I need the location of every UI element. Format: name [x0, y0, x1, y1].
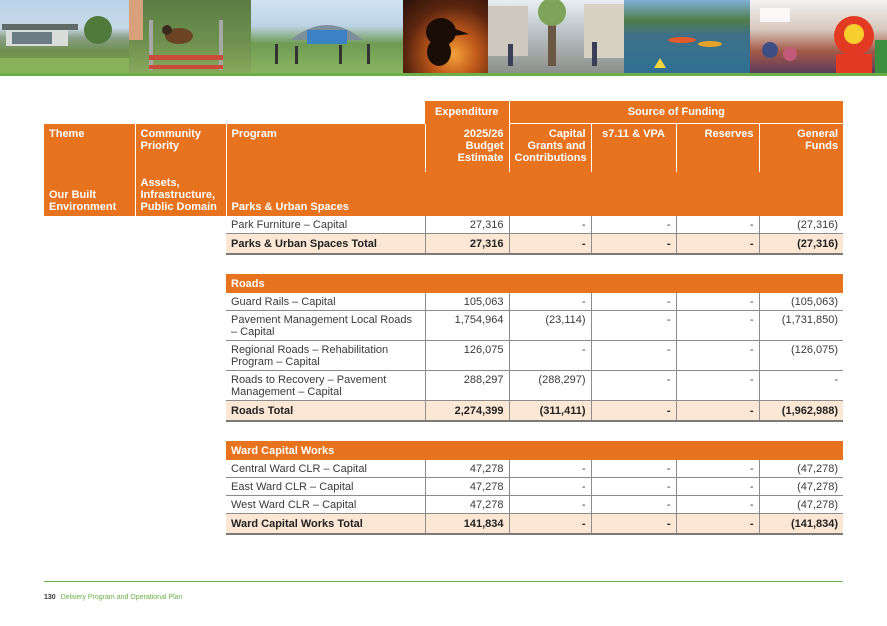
program-cell: Guard Rails – Capital [226, 293, 425, 311]
total-capital: - [509, 514, 591, 535]
capital-cell: - [509, 460, 591, 478]
table-row [44, 341, 843, 371]
general-funds-cell: (47,278) [759, 478, 843, 496]
theme-cell: Our Built Environment [44, 172, 135, 216]
program-cell: Roads to Recovery – Pavement Management – Capital [226, 371, 425, 401]
photo-banner [0, 0, 887, 73]
general-funds-cell: (47,278) [759, 496, 843, 514]
budget-cell: 47,278 [425, 496, 509, 514]
capital-cell: - [509, 496, 591, 514]
s711-cell: - [591, 478, 676, 496]
total-capital: - [509, 234, 591, 255]
s711-cell: - [591, 293, 676, 311]
table-row [44, 371, 843, 401]
reserves-cell: - [676, 216, 759, 234]
total-budget: 2,274,399 [425, 401, 509, 422]
total-label: Ward Capital Works Total [226, 514, 425, 535]
program-cell: Park Furniture – Capital [226, 216, 425, 234]
footer-divider [44, 581, 843, 582]
lunar-festival-photo [750, 0, 887, 73]
roads-section-title: Roads [226, 274, 843, 293]
total-budget: 141,834 [425, 514, 509, 535]
table-row [44, 216, 843, 234]
parks-total-row [44, 234, 843, 255]
s711-cell: - [591, 460, 676, 478]
budget-cell: 1,754,964 [425, 311, 509, 341]
kayaking-photo [624, 0, 750, 73]
parks-rows [44, 216, 843, 234]
budget-table [44, 101, 843, 535]
kookaburra-sunset-photo [403, 0, 488, 73]
document-title: Delivery Program and Operational Plan [60, 594, 183, 601]
general-funds-header: General Funds [759, 124, 843, 173]
total-general: (1,962,988) [759, 401, 843, 422]
roads-total-row [44, 401, 843, 422]
page-number: 130 [44, 594, 56, 601]
budget-estimate-header: 2025/26 Budget Estimate [425, 124, 509, 173]
column-header-row [44, 124, 843, 173]
source-of-funding-header: Source of Funding [509, 101, 843, 124]
total-reserves: - [676, 401, 759, 422]
reserves-header: Reserves [676, 124, 759, 173]
capital-cell: - [509, 478, 591, 496]
reserves-cell: - [676, 371, 759, 401]
capital-cell: (288,297) [509, 371, 591, 401]
total-capital: (311,411) [509, 401, 591, 422]
header-top-row [44, 101, 843, 124]
total-label: Parks & Urban Spaces Total [226, 234, 425, 255]
general-funds-cell: - [759, 371, 843, 401]
expenditure-header: Expenditure [425, 101, 509, 124]
dog-agility-photo [129, 0, 251, 73]
general-funds-cell: (1,731,850) [759, 311, 843, 341]
ward-section-row [44, 441, 843, 460]
capital-cell: - [509, 293, 591, 311]
community-priority-header: Community Priority [135, 124, 226, 173]
reserves-cell: - [676, 311, 759, 341]
capital-cell: (23,114) [509, 311, 591, 341]
parks-section-title: Parks & Urban Spaces [226, 172, 843, 216]
outdoor-fitness-photo [251, 0, 403, 73]
reserves-cell: - [676, 341, 759, 371]
general-funds-cell: (105,063) [759, 293, 843, 311]
theme-row [44, 172, 843, 216]
ward-section-title: Ward Capital Works [226, 441, 843, 460]
budget-cell: 27,316 [425, 216, 509, 234]
reserves-cell: - [676, 496, 759, 514]
s711-cell: - [591, 216, 676, 234]
s711-cell: - [591, 341, 676, 371]
total-budget: 27,316 [425, 234, 509, 255]
program-cell: Central Ward CLR – Capital [226, 460, 425, 478]
budget-cell: 47,278 [425, 460, 509, 478]
banner-divider [0, 73, 887, 76]
program-cell: Regional Roads – Rehabilitation Program – Capital [226, 341, 425, 371]
total-label: Roads Total [226, 401, 425, 422]
s711-cell: - [591, 496, 676, 514]
table-row [44, 460, 843, 478]
program-cell: Pavement Management Local Roads – Capital [226, 311, 425, 341]
community-priority-cell: Assets, Infrastructure, Public Domain [135, 172, 226, 216]
theme-header: Theme [44, 124, 135, 173]
ward-total-row [44, 514, 843, 535]
program-cell: East Ward CLR – Capital [226, 478, 425, 496]
budget-cell: 288,297 [425, 371, 509, 401]
budget-cell: 126,075 [425, 341, 509, 371]
table-row [44, 496, 843, 514]
s711-cell: - [591, 371, 676, 401]
table-row [44, 293, 843, 311]
reserves-cell: - [676, 478, 759, 496]
total-s711: - [591, 234, 676, 255]
building-photo [0, 0, 129, 73]
program-header: Program [226, 124, 425, 173]
total-reserves: - [676, 514, 759, 535]
s711-vpa-header: s7.11 & VPA [591, 124, 676, 173]
page-footer [44, 594, 182, 601]
s711-cell: - [591, 311, 676, 341]
general-funds-cell: (47,278) [759, 460, 843, 478]
general-funds-cell: (27,316) [759, 216, 843, 234]
street-scene-photo [488, 0, 624, 73]
table-row [44, 478, 843, 496]
roads-rows [44, 293, 843, 401]
capital-cell: - [509, 341, 591, 371]
table-row [44, 311, 843, 341]
roads-section-row [44, 274, 843, 293]
budget-cell: 105,063 [425, 293, 509, 311]
total-s711: - [591, 514, 676, 535]
program-cell: West Ward CLR – Capital [226, 496, 425, 514]
budget-cell: 47,278 [425, 478, 509, 496]
capital-grants-header: Capital Grants and Contributions [509, 124, 591, 173]
ward-rows [44, 460, 843, 514]
total-s711: - [591, 401, 676, 422]
total-general: (141,834) [759, 514, 843, 535]
reserves-cell: - [676, 293, 759, 311]
total-general: (27,316) [759, 234, 843, 255]
capital-cell: - [509, 216, 591, 234]
reserves-cell: - [676, 460, 759, 478]
general-funds-cell: (126,075) [759, 341, 843, 371]
total-reserves: - [676, 234, 759, 255]
